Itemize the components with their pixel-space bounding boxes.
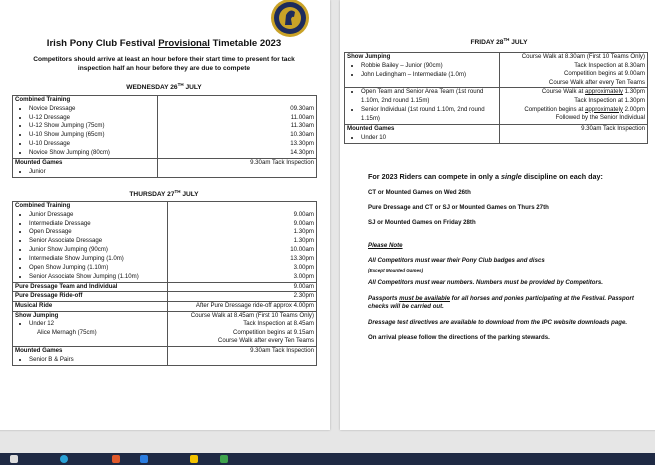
list-item: • Under 10	[361, 134, 497, 143]
document-page-2	[340, 0, 655, 430]
time-value: 9.30am Tack Inspection	[500, 125, 648, 144]
please-note-heading: Please Note	[368, 242, 403, 249]
time-value: 10.00am	[290, 246, 314, 254]
list-item: • Senior Individual (1st round 1.10m, 2nd round 1.15m)	[361, 106, 497, 124]
time-value: 09.30am	[290, 104, 314, 112]
section-title: Mounted Games	[347, 125, 395, 132]
time-value: 9.30am Tack Inspection	[158, 159, 317, 178]
list-item: • Junior	[29, 168, 155, 177]
time-value: 14.30pm	[290, 149, 314, 157]
time-value: Competition begins at 9.15am	[233, 328, 314, 336]
arrival-instructions: Competitors should arrive at least an hour before their start time to present for tack inspection half an hour before they are due to compete	[33, 56, 295, 72]
time-value: 11.00am	[290, 113, 314, 121]
section-title: Combined Training	[15, 96, 71, 103]
section-title: Musical Ride	[13, 302, 168, 312]
list-item: • Novice Dressage	[29, 105, 155, 114]
time-value: Course Walk at 8.30am (First 10 Teams Only)	[521, 53, 645, 60]
wednesday-table	[12, 95, 317, 178]
fri-mg-cell	[345, 125, 500, 144]
friday-table	[344, 52, 648, 144]
time-value: After Pure Dressage ride-off approx 4.00pm	[168, 302, 317, 312]
time-value: 9.00am	[293, 210, 314, 218]
time-value: Tack Inspection at 8.45am	[243, 320, 314, 328]
fri-open-times	[500, 88, 648, 125]
time-value: Course Walk after every Ten Teams	[548, 78, 645, 86]
time-value: 3.00pm	[293, 272, 314, 280]
time-value: 9.00am	[168, 282, 317, 292]
fri-open-cell	[345, 88, 500, 125]
time-value: Competition begins at approximately 2.00pm	[524, 105, 645, 113]
section-title: Show Jumping	[15, 311, 59, 319]
section-title: Pure Dressage Ride-off	[13, 292, 168, 302]
section-title: Pure Dressage Team and Individual	[13, 282, 168, 292]
list-item: • U-12 Dressage	[29, 114, 155, 123]
thu-sj-times	[168, 311, 317, 346]
list-item: • John Ledingham – Intermediate (1.0m)	[361, 71, 497, 80]
notes-section	[368, 172, 650, 341]
time-value: Followed by the Senior Individual	[555, 114, 645, 122]
day-rule: CT or Mounted Games on Wed 26th	[368, 189, 471, 196]
folder-icon[interactable]	[190, 455, 198, 463]
section-title: Mounted Games	[15, 347, 63, 354]
thu-ct-times	[168, 202, 317, 283]
rider-name: Alice Mernagh (75cm)	[37, 329, 97, 337]
time-value: 13.30pm	[290, 140, 314, 148]
wed-ct-cell	[13, 96, 158, 159]
time-value: 10.30am	[290, 131, 314, 139]
time-value: 1.30pm	[293, 237, 314, 245]
time-value: 9.30am Tack Inspection	[168, 347, 317, 366]
thu-sj-cell	[13, 311, 168, 346]
day-rule: Pure Dressage and CT or SJ or Mounted Games on Thurs 27th	[368, 204, 549, 211]
app-icon[interactable]	[220, 455, 228, 463]
note-text: On arrival please follow the directions of the parking stewards.	[368, 334, 550, 342]
list-item: • Open Team and Senior Area Team (1st round 1.10m, 2nd round 1.15m)	[361, 88, 497, 106]
list-item: • Junior Show Jumping (90cm)	[29, 246, 165, 255]
discipline-rule: For 2023 Riders can compete in only a single discipline on each day:	[368, 172, 603, 181]
section-title: Mounted Games	[15, 159, 63, 167]
page-title: Irish Pony Club Festival Provisional Timetable 2023	[46, 38, 282, 49]
wednesday-heading: WEDNESDAY 26TH JULY	[126, 81, 202, 91]
fri-sj-times	[500, 53, 648, 88]
wed-ct-times	[158, 96, 317, 159]
list-item: • Novice Show Jumping (80cm)	[29, 149, 155, 158]
browser-icon[interactable]	[60, 455, 68, 463]
list-item: • U-10 Show Jumping (65cm)	[29, 131, 155, 140]
list-item: • Intermediate Show Jumping (1.0m)	[29, 255, 165, 264]
time-value: 11.30am	[290, 122, 314, 130]
time-value: 3.00pm	[293, 264, 314, 272]
note-text: (Except Mounted Games)	[368, 268, 424, 273]
friday-heading: FRIDAY 28TH JULY	[470, 36, 528, 46]
day-rule: SJ or Mounted Games on Friday 28th	[368, 219, 476, 226]
thursday-heading: THURSDAY 27TH JULY	[129, 188, 199, 198]
app-icon[interactable]	[112, 455, 120, 463]
thu-ct-cell	[13, 202, 168, 283]
list-item: • Open Show Jumping (1.10m)	[29, 264, 165, 273]
note-text: Passports must be available for all horses and ponies participating at the Festival. Passport checks will be carried out.	[368, 294, 634, 311]
list-item: • Senior Associate Show Jumping (1.10m)	[29, 273, 165, 282]
note-text: All Competitors must wear numbers. Numbers must be provided by Competitors.	[368, 279, 603, 286]
note-text: All Competitors must wear their Pony Club badges and discs	[368, 257, 545, 264]
time-value: Course Walk at 8.45am (First 10 Teams Only)	[190, 311, 314, 319]
list-item: • Under 12	[29, 320, 165, 329]
pony-club-logo	[270, 0, 310, 38]
time-value: 1.30pm	[293, 228, 314, 236]
time-value: Tack Inspection at 1.30pm	[574, 96, 645, 104]
app-icon[interactable]	[140, 455, 148, 463]
time-value: 9.00am	[293, 219, 314, 227]
list-item: • Open Dressage	[29, 228, 165, 237]
taskbar	[0, 453, 655, 465]
thursday-table	[12, 201, 317, 366]
time-value: Course Walk at approximately 1.30pm	[541, 88, 645, 96]
thu-mg-cell	[13, 347, 168, 366]
list-item: • Robbie Bailey – Junior (90cm)	[361, 62, 497, 71]
section-title: Combined Training	[15, 202, 71, 209]
time-value: Competition begins at 9.00am	[564, 70, 645, 78]
start-icon[interactable]	[10, 455, 18, 463]
time-value: Tack Inspection at 8.30am	[574, 61, 645, 69]
list-item: • Senior Associate Dressage	[29, 237, 165, 246]
list-item: • Senior B & Pairs	[29, 356, 165, 365]
document-page-1	[0, 0, 330, 430]
fri-sj-cell	[345, 53, 500, 88]
time-value: Course Walk after every Ten Teams	[217, 337, 314, 345]
list-item: • Intermediate Dressage	[29, 220, 165, 229]
list-item: • U-10 Dressage	[29, 140, 155, 149]
list-item: • U-12 Show Jumping (75cm)	[29, 122, 155, 131]
time-value: 2.30pm	[168, 292, 317, 302]
time-value: 13.30pm	[290, 255, 314, 263]
wed-mg-cell	[13, 159, 158, 178]
section-title: Show Jumping	[347, 53, 391, 60]
list-item: • Junior Dressage	[29, 211, 165, 220]
note-text: Dressage test directives are available to download from the IPC website downloads page.	[368, 318, 628, 326]
